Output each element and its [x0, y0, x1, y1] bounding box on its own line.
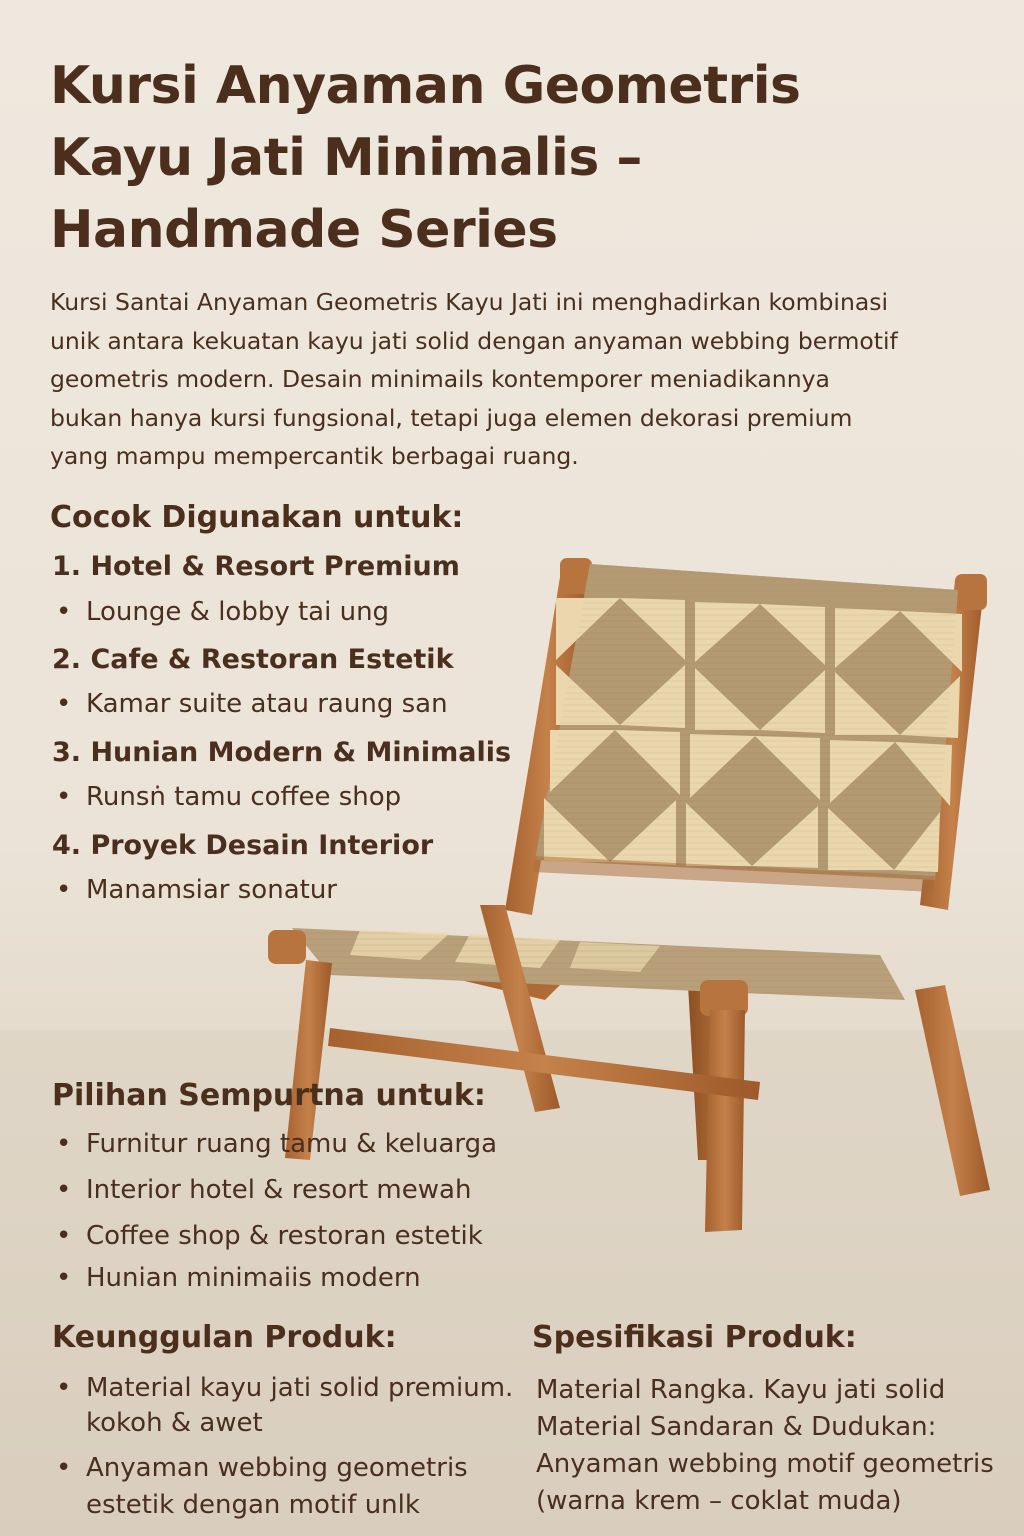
bullet-icon: • — [56, 875, 72, 905]
keunggulan-item-2-line2: estetik dengan motif unlk — [86, 1490, 420, 1520]
intro-line-5: yang mampu mempercantik berbagai ruang. — [50, 442, 579, 470]
cocok-sub-1-text: Lounge & lobby tai ung — [86, 597, 390, 627]
bullet-icon: • — [56, 1263, 72, 1293]
keunggulan-item-1-line2: kokoh & awet — [86, 1408, 263, 1438]
intro-line-1: Kursi Santai Anyaman Geometris Kayu Jati ini menghadirkan kombinasi — [50, 288, 889, 316]
cocok-sub-3-text: Runsṅ tamu coffee shop — [86, 782, 402, 812]
bullet-icon: • — [56, 1175, 72, 1205]
cocok-sub-2 — [56, 689, 448, 719]
keunggulan-item-1-line1: Material kayu jati solid premium. — [86, 1373, 514, 1403]
page-title — [50, 50, 950, 266]
cocok-sub-4 — [56, 875, 337, 905]
spesifikasi-heading: Spesifikasi Produk: — [532, 1320, 857, 1355]
bullet-icon: • — [56, 1373, 72, 1403]
pilihan-item-1 — [56, 1129, 497, 1159]
pilihan-item-3 — [56, 1221, 483, 1251]
pilihan-item-2-text: Interior hotel & resort mewah — [86, 1175, 472, 1205]
cocok-sub-3 — [56, 782, 401, 812]
keunggulan-item-1 — [56, 1373, 513, 1403]
keunggulan-heading: Keunggulan Produk: — [52, 1320, 397, 1355]
intro-paragraph — [50, 283, 1000, 476]
bullet-icon: • — [56, 782, 72, 812]
pilihan-item-4-text: Hunian minimaiis modern — [86, 1263, 421, 1293]
title-line-3: Handmade Series — [50, 200, 558, 260]
pilihan-heading: Pilihan Sempurtna untuk: — [52, 1078, 486, 1113]
spec-line-1: Material Rangka. Kayu jati solid — [536, 1375, 946, 1405]
bullet-icon: • — [56, 1453, 72, 1483]
cocok-item-1: 1. Hotel & Resort Premium — [52, 551, 460, 582]
intro-line-3: geometris modern. Desain minimails kontemporer meniadikannya — [50, 365, 830, 393]
keunggulan-item-2 — [56, 1453, 468, 1483]
pilihan-item-1-text: Furnitur ruang tamu & keluarga — [86, 1129, 498, 1159]
cocok-heading: Cocok Digunakan untuk: — [50, 500, 464, 535]
bullet-icon: • — [56, 689, 72, 719]
intro-line-2: unik antara kekuatan kayu jati solid dengan anyaman webbing bermotif — [50, 326, 898, 355]
spec-line-3: Anyaman webbing motif geometris — [536, 1449, 994, 1479]
title-line-2: Kayu Jati Minimalis – — [50, 128, 642, 188]
intro-line-4: bukan hanya kursi fungsional, tetapi juga elemen dekorasi premium — [50, 403, 853, 432]
cocok-sub-2-text: Kamar suite atau raung san — [86, 689, 448, 719]
pilihan-item-3-text: Coffee shop & restoran estetik — [86, 1221, 483, 1251]
title-line-1: Kursi Anyaman Geometris — [50, 56, 801, 116]
cocok-sub-1 — [56, 597, 389, 627]
cocok-sub-4-text: Manamsiar sonatur — [86, 875, 337, 905]
cocok-item-3: 3. Hunian Modern & Minimalis — [52, 737, 512, 768]
keunggulan-item-2-line1: Anyaman webbing geometris — [86, 1453, 468, 1483]
pilihan-item-4 — [56, 1263, 421, 1293]
pilihan-item-2 — [56, 1175, 471, 1205]
spec-line-4: (warna krem – coklat muda) — [536, 1486, 902, 1516]
cocok-item-4: 4. Proyek Desain Interior — [52, 830, 434, 861]
bullet-icon: • — [56, 597, 72, 627]
spec-line-2: Material Sandaran & Dudukan: — [536, 1412, 937, 1442]
bullet-icon: • — [56, 1221, 72, 1251]
cocok-item-2: 2. Cafe & Restoran Estetik — [52, 644, 454, 675]
bullet-icon: • — [56, 1129, 72, 1159]
